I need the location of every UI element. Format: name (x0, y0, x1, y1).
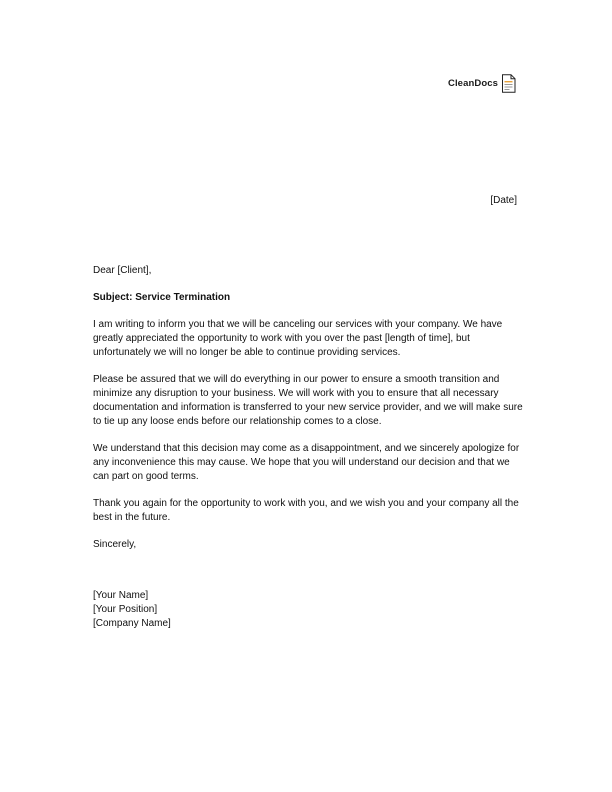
brand-name: CleanDocs (447, 77, 498, 89)
letter-date: [Date] (490, 195, 517, 206)
document-icon (501, 74, 516, 93)
paragraph-3: We understand that this decision may come as a disappointment, and we sincerely apologize for any inconvenience this may cause. We hope that you will understand our decision and that we can part on good terms. (93, 443, 520, 482)
paragraph-4: Thank you again for the opportunity to work with you, and we wish you and your company all the best in the future. (93, 498, 519, 523)
paragraph-1: I am writing to inform you that we will be canceling our services with your company. We have greatly appreciated the opportunity to work with you over the past [length of time], but unfortunately we will no longer be able to continue providing services. (93, 319, 503, 358)
letter-body (93, 264, 523, 631)
paragraph-2: Please be assured that we will do everything in our power to ensure a smooth transition and minimize any disruption to your business. We will work with you to ensure that all necessary documentation and information is transferred to your new service provider, and we will make sure to tie up any loose ends before our relationship comes to a close. (93, 374, 523, 427)
brand-logo (420, 72, 516, 94)
signer-name: [Your Name] (93, 590, 149, 601)
signature-block (93, 589, 523, 631)
subject-line: Subject: Service Termination (93, 292, 231, 303)
signer-company: [Company Name] (93, 618, 171, 629)
closing: Sincerely, (93, 539, 137, 550)
signer-position: [Your Position] (93, 604, 158, 615)
salutation: Dear [Client], (93, 265, 152, 276)
